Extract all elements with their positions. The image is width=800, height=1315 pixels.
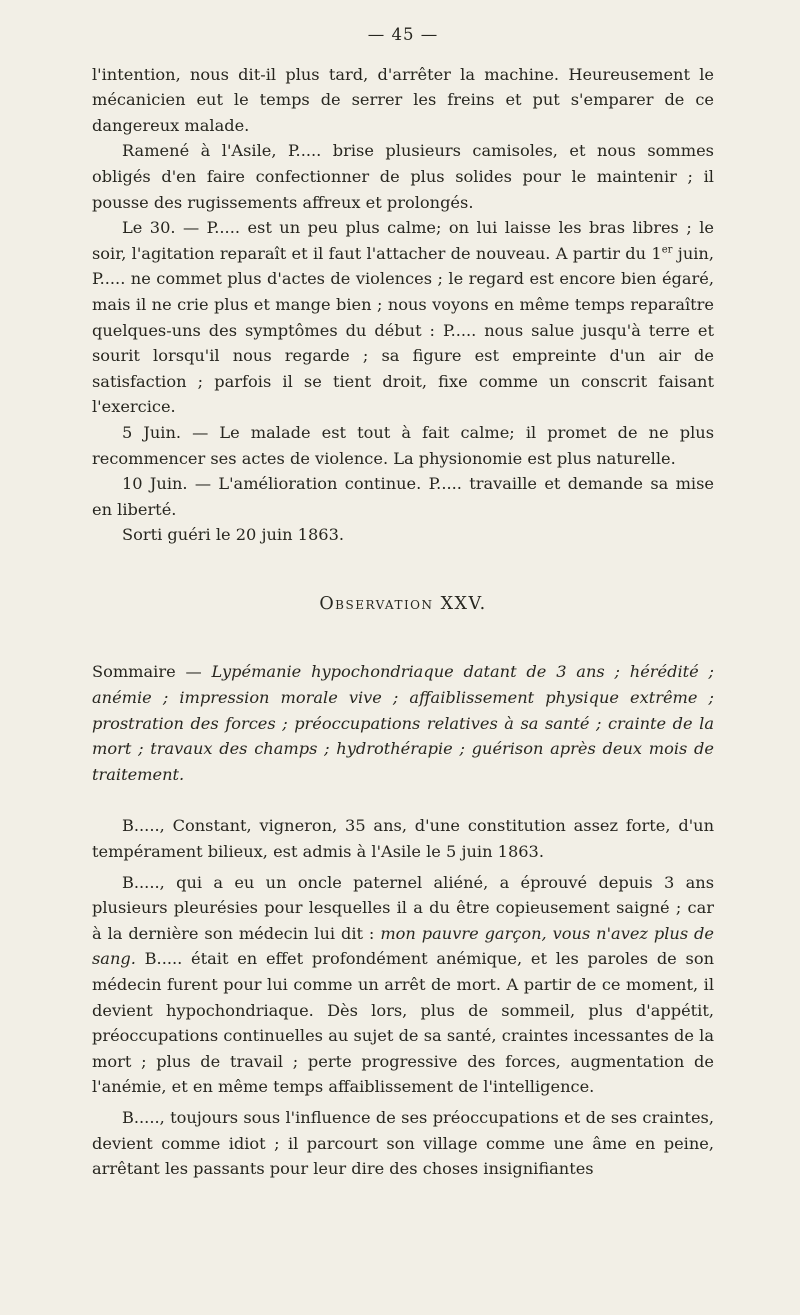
paragraph-b-oncle-text-b: B..... était en effet profondément anémique, et les paroles de son médecin furent pour lui comme un arrêt de mort. A partir de ce moment, il devient hypochondriaque. Dès lors, plus de sommeil, plus d'appétit, préoccupations continuelles au sujet de sa santé, craintes incessantes de la mort ; plus de travail ; perte progressive des forces, augmentation de l'anémie, et en même temps affaiblissement de l'intelligence. bbox=[92, 949, 714, 1097]
paragraph-5-juin: 5 Juin. — Le malade est tout à fait calme; il promet de ne plus recommencer ses actes de violence. La physionomie est plus naturelle. bbox=[92, 422, 714, 468]
paragraph-sorti-gueri: Sorti guéri le 20 juin 1863. bbox=[122, 525, 345, 545]
sommaire-dash: — bbox=[185, 662, 212, 682]
ordinal-superscript: er bbox=[661, 244, 673, 256]
paragraph-10-juin: 10 Juin. — L'amélioration continue. P..... travaille et demande sa mise en liberté. bbox=[92, 474, 714, 519]
paragraph-b-constant: B....., Constant, vigneron, 35 ans, d'une constitution assez forte, d'un tempérament bilieux, est admis à l'Asile le 5 juin 1863. bbox=[92, 816, 714, 862]
sommaire-summary: Lypémanie hypochondriaque datant de 3 ans ; hérédité ; anémie ; impression morale vive ; affaiblissement physique extrême ; prostration des forces ; préoccupations relatives à sa santé ; crainte de la mort ; travaux des champs ; hydrothérapie ; guérison après deux mois de traitement. bbox=[92, 662, 714, 784]
paragraph-le-30 bbox=[92, 215, 714, 420]
paragraph-b-oncle bbox=[92, 870, 714, 1100]
page-number: — 45 — bbox=[367, 25, 439, 44]
sommaire-paragraph bbox=[92, 659, 714, 787]
paragraph-b-toujours: B....., toujours sous l'influence de ses préoccupations et de ses craintes, devient comme idiot ; il parcourt son village comme une âme en peine, arrêtant les passants pour leur dire des choses insignifiantes bbox=[92, 1107, 714, 1179]
observation-heading: Observation XXV. bbox=[319, 593, 487, 614]
doctor-quote: mon pauvre garçon, vous n'avez plus de sang. bbox=[92, 923, 714, 969]
paragraph-b-oncle-text-a: B....., qui a eu un oncle paternel aliéné, a éprouvé depuis 3 ans plusieurs pleurésies pour lesquelles il a du être copieusement saigné ; car à la dernière son médecin lui dit : bbox=[92, 872, 714, 943]
paragraph-le-30-text-a: Le 30. — P..... est un peu plus calme; on lui laisse les bras libres ; le soir, l'agitation reparaît et il faut l'attacher de nouveau. A partir du 1 bbox=[92, 218, 714, 263]
sommaire-label: Sommaire bbox=[92, 662, 186, 682]
paragraph-ramene: Ramené à l'Asile, P..... brise plusieurs camisoles, et nous sommes obligés d'en faire confectionner de plus solides pour le maintenir ; il pousse des rugissements affreux et prolongés. bbox=[92, 141, 714, 212]
paragraph-continuation: l'intention, nous dit-il plus tard, d'arrêter la machine. Heureusement le mécanicien eut le temps de serrer les freins et put s'emparer de ce dangereux malade. bbox=[92, 64, 714, 135]
paragraph-le-30-text-b: juin, P..... ne commet plus d'actes de violences ; le regard est encore bien égaré, mais il ne crie plus et mange bien ; nous voyons en même temps reparaître quelques-uns des symptômes du début : P..... nous salue jusqu'à terre et sourit lorsqu'il nous regarde ; sa figure est empreinte d'un air de satisfaction ; parfois il se tient droit, fixe comme un conscrit faisant l'exercice. bbox=[92, 243, 714, 417]
